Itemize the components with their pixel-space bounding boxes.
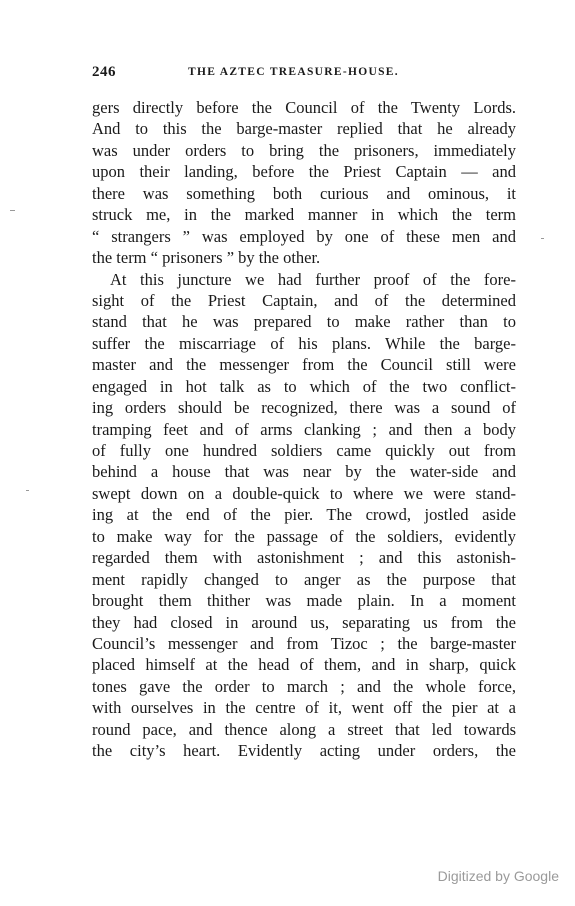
watermark: Digitized by Google [437, 868, 559, 884]
text-line: Council’s messenger and from Tizoc ; the barge-master [92, 633, 516, 653]
text-line: tramping feet and of arms clanking ; and then a body [92, 419, 516, 439]
text-line: the term “ prisoners ” by the other. [92, 248, 321, 268]
text-line: with ourselves in the centre of it, went off the pier at a [92, 698, 516, 718]
text-line: ing orders should be recognized, there was a sound of [92, 398, 516, 418]
text-line: master and the messenger from the Council still were [92, 355, 516, 375]
text-line: to make way for the passage of the soldiers, evidently [92, 526, 516, 546]
text-line: ing at the end of the pier. The crowd, jostled aside [92, 505, 516, 525]
text-line: struck me, in the marked manner in which the term [92, 205, 516, 225]
margin-mark [10, 210, 15, 211]
text-line: tones gave the order to march ; and the whole force, [92, 676, 516, 696]
text-line: they had closed in around us, separating us from the [92, 612, 516, 632]
text-line: was under orders to bring the prisoners, immediately [92, 140, 516, 160]
page-header [92, 64, 516, 84]
body-text [92, 97, 516, 762]
text-line: suffer the miscarriage of his plans. While the barge- [92, 333, 516, 353]
text-line: round pace, and thence along a street that led towards [92, 719, 516, 739]
text-line: there was something both curious and ominous, it [92, 183, 516, 203]
text-line: regarded them with astonishment ; and this astonish- [92, 548, 516, 568]
text-line: And to this the barge-master replied that he already [92, 119, 516, 139]
text-line: behind a house that was near by the water-side and [92, 462, 516, 482]
text-line: “ strangers ” was employed by one of these men and [92, 226, 516, 246]
margin-mark [26, 490, 29, 491]
text-line: engaged in hot talk as to which of the two conflict- [92, 376, 516, 396]
text-line: the city’s heart. Evidently acting under orders, the [92, 741, 516, 761]
text-line: ment rapidly changed to anger as the purpose that [92, 569, 516, 589]
margin-mark [541, 238, 544, 239]
text-line: of fully one hundred soldiers came quickly out from [92, 441, 516, 460]
page-number: 246 [92, 64, 116, 80]
text-line: gers directly before the Council of the Twenty Lords. [92, 98, 516, 117]
text-line: At this juncture we had further proof of the fore- [110, 269, 516, 289]
text-line: stand that he was prepared to make rather than to [92, 312, 516, 332]
text-line: placed himself at the head of them, and in sharp, quick [92, 655, 516, 675]
text-line: upon their landing, before the Priest Captain — and [92, 162, 516, 182]
running-title: THE AZTEC TREASURE-HOUSE. [188, 66, 399, 78]
text-line: swept down on a double-quick to where we were stand- [92, 483, 516, 503]
text-line: brought them thither was made plain. In a moment [92, 591, 516, 611]
text-line: sight of the Priest Captain, and of the determined [92, 290, 516, 310]
